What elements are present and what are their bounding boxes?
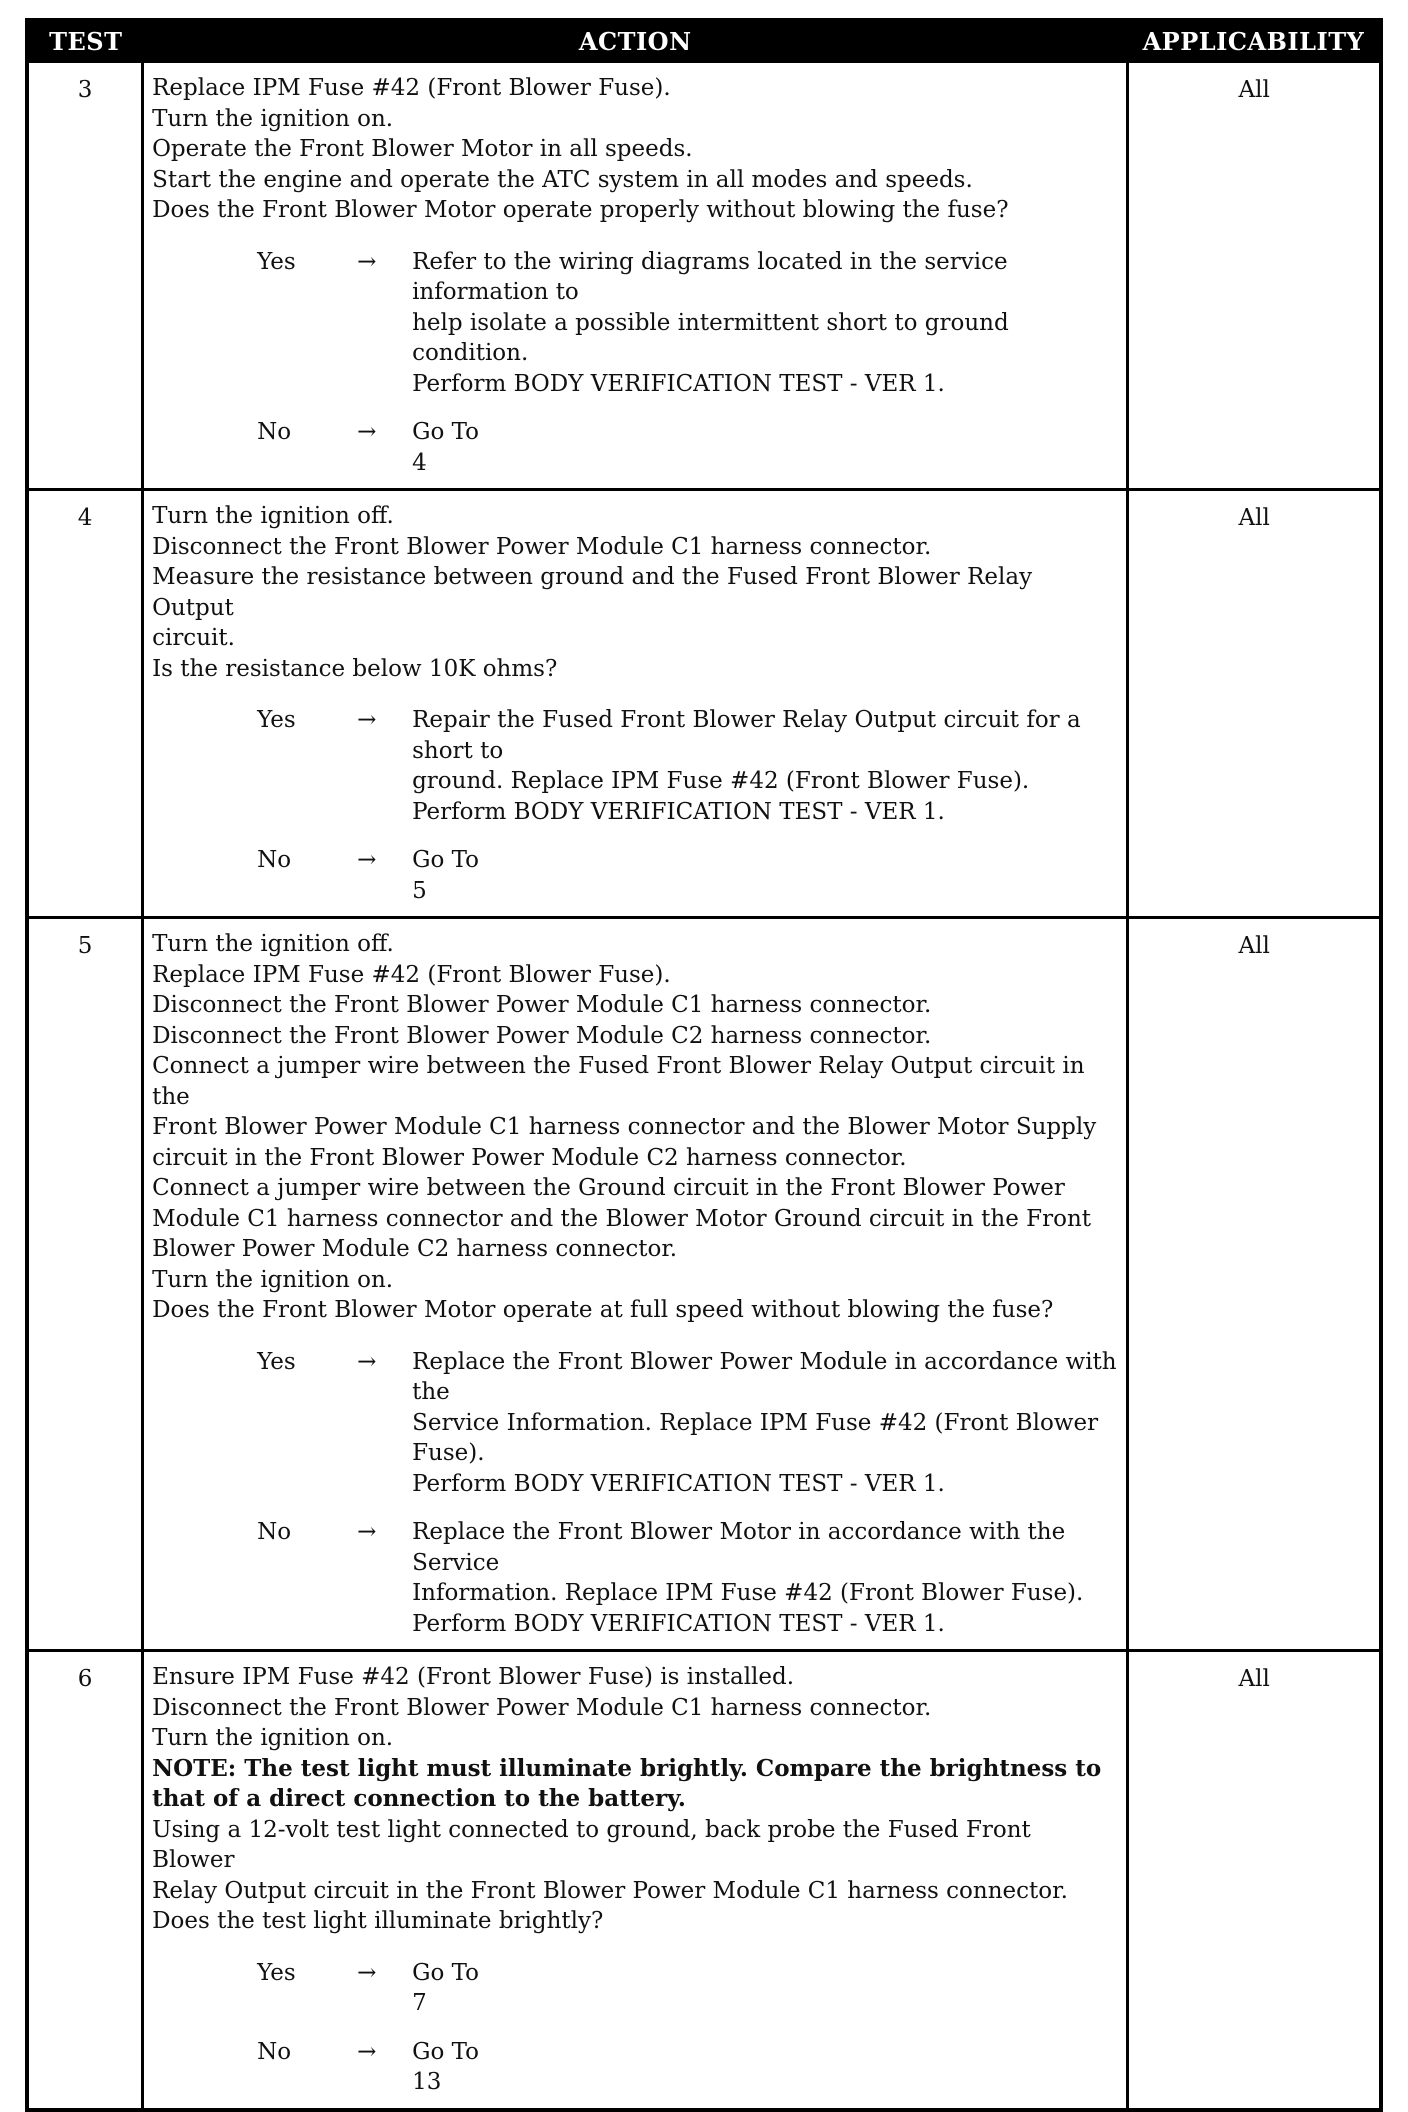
- applicability-value: All: [1128, 62, 1381, 490]
- action-line: Does the Front Blower Motor operate properly without blowing the fuse?: [152, 197, 1009, 223]
- yes-response: [152, 247, 1118, 400]
- result-line: Replace the Front Blower Motor in accordance with the Service: [412, 1519, 1066, 1576]
- result-line: ground. Replace IPM Fuse #42 (Front Blower Fuse).: [412, 768, 1030, 794]
- action-line: Is the resistance below 10K ohms?: [152, 655, 558, 682]
- arrow-icon: →: [357, 1959, 377, 1986]
- arrow-icon: →: [357, 707, 377, 733]
- action-line: Front Blower Power Module C1 harness connector and the Blower Motor Supply: [152, 1114, 1097, 1140]
- note-line: that of a direct connection to the battery.: [152, 1785, 686, 1812]
- action-line: circuit.: [152, 625, 235, 651]
- goto-step: 4: [412, 449, 427, 476]
- yes-result: [412, 247, 1118, 400]
- no-result: [412, 1517, 1118, 1639]
- result-line: Refer to the wiring diagrams located in the service information to: [412, 248, 1008, 305]
- test-number: 5: [27, 918, 143, 1651]
- header-test: TEST: [27, 20, 143, 62]
- action-cell: [143, 62, 1128, 490]
- action-line: Disconnect the Front Blower Power Module C1 harness connector.: [152, 1694, 932, 1721]
- arrow-icon: →: [357, 1348, 377, 1375]
- action-line: Ensure IPM Fuse #42 (Front Blower Fuse) is installed.: [152, 1664, 795, 1690]
- no-response: [152, 2037, 1118, 2098]
- no-response: [152, 417, 1118, 478]
- goto-step: 5: [412, 877, 427, 904]
- action-line: Turn the ignition on.: [152, 105, 394, 132]
- goto-step: 7: [412, 1990, 427, 2016]
- yes-response: [152, 1347, 1118, 1500]
- header-applicability: APPLICABILITY: [1128, 20, 1381, 62]
- action-cell: [143, 918, 1128, 1651]
- result-line: Information. Replace IPM Fuse #42 (Front Blower Fuse).: [412, 1580, 1084, 1606]
- result-line: help isolate a possible intermittent short to ground condition.: [412, 309, 1009, 366]
- note-line: NOTE: The test light must illuminate brightly. Compare the brightness to: [152, 1754, 1102, 1782]
- goto-text: Go To: [412, 419, 480, 445]
- table-row-test-6: [27, 1651, 1381, 2110]
- applicability-value: All: [1128, 1651, 1381, 2110]
- yes-response: [152, 705, 1118, 827]
- yes-result: [412, 705, 1118, 827]
- header-action: ACTION: [143, 20, 1128, 62]
- action-line: Measure the resistance between ground and the Fused Front Blower Relay Output: [152, 564, 1033, 621]
- no-result: [412, 2037, 1118, 2098]
- arrow-icon: →: [357, 419, 377, 445]
- arrow-icon: →: [357, 847, 377, 873]
- applicability-value: All: [1128, 490, 1381, 918]
- action-line: Module C1 harness connector and the Blower Motor Ground circuit in the Front: [152, 1205, 1092, 1232]
- table-row-test-3: [27, 62, 1381, 490]
- action-line: Relay Output circuit in the Front Blower Power Module C1 harness connector.: [152, 1877, 1068, 1904]
- action-line: Turn the ignition off.: [152, 931, 394, 957]
- table-row-test-5: [27, 918, 1381, 1651]
- arrow-icon: →: [357, 1519, 377, 1545]
- result-line: Replace the Front Blower Power Module in accordance with the: [412, 1348, 1117, 1405]
- action-cell: [143, 1651, 1128, 2110]
- action-line: Start the engine and operate the ATC system in all modes and speeds.: [152, 166, 973, 193]
- yes-result: [412, 1958, 1118, 2019]
- action-line: Connect a jumper wire between the Fused Front Blower Relay Output circuit in the: [152, 1053, 1085, 1110]
- action-line: Disconnect the Front Blower Power Module C1 harness connector.: [152, 533, 932, 560]
- action-line: Turn the ignition on.: [152, 1266, 394, 1293]
- action-line: Turn the ignition off.: [152, 503, 394, 529]
- goto-text: Go To: [412, 1959, 480, 1986]
- no-label: No: [257, 2038, 292, 2065]
- yes-label: Yes: [257, 1959, 296, 1986]
- test-number: 3: [27, 62, 143, 490]
- no-label: No: [257, 419, 292, 445]
- result-line: Service Information. Replace IPM Fuse #42 (Front Blower Fuse).: [412, 1409, 1099, 1466]
- goto-text: Go To: [412, 847, 480, 873]
- yes-result: [412, 1347, 1118, 1500]
- action-line: Disconnect the Front Blower Power Module C2 harness connector.: [152, 1022, 932, 1049]
- action-line: Operate the Front Blower Motor in all speeds.: [152, 136, 693, 162]
- action-cell: [143, 490, 1128, 918]
- action-line: Disconnect the Front Blower Power Module C1 harness connector.: [152, 992, 932, 1018]
- action-line: Blower Power Module C2 harness connector.: [152, 1236, 678, 1262]
- result-line: Perform BODY VERIFICATION TEST - VER 1.: [412, 798, 945, 825]
- action-line: Using a 12-volt test light connected to ground, back probe the Fused Front Blower: [152, 1816, 1031, 1873]
- result-line: Perform BODY VERIFICATION TEST - VER 1.: [412, 370, 945, 397]
- goto-text: Go To: [412, 2038, 480, 2065]
- no-result: [412, 845, 1118, 906]
- result-line: Perform BODY VERIFICATION TEST - VER 1.: [412, 1610, 945, 1637]
- no-response: [152, 1517, 1118, 1639]
- yes-label: Yes: [257, 1348, 296, 1375]
- table-row-test-4: [27, 490, 1381, 918]
- action-line: Turn the ignition on.: [152, 1725, 394, 1751]
- applicability-value: All: [1128, 918, 1381, 1651]
- no-response: [152, 845, 1118, 906]
- arrow-icon: →: [357, 248, 377, 275]
- yes-label: Yes: [257, 707, 296, 733]
- goto-step: 13: [412, 2069, 442, 2095]
- action-line: Does the Front Blower Motor operate at full speed without blowing the fuse?: [152, 1297, 1054, 1323]
- no-label: No: [257, 1519, 292, 1545]
- result-line: Perform BODY VERIFICATION TEST - VER 1.: [412, 1470, 945, 1497]
- test-number: 4: [27, 490, 143, 918]
- test-number: 6: [27, 1651, 143, 2110]
- table-header-row: [27, 20, 1381, 62]
- action-line: Replace IPM Fuse #42 (Front Blower Fuse).: [152, 75, 671, 101]
- action-line: Does the test light illuminate brightly?: [152, 1908, 604, 1934]
- arrow-icon: →: [357, 2038, 377, 2065]
- action-line: circuit in the Front Blower Power Module C2 harness connector.: [152, 1144, 907, 1171]
- action-line: Replace IPM Fuse #42 (Front Blower Fuse).: [152, 961, 671, 988]
- no-result: [412, 417, 1118, 478]
- action-line: Connect a jumper wire between the Ground circuit in the Front Blower Power: [152, 1175, 1065, 1201]
- no-label: No: [257, 847, 292, 873]
- yes-label: Yes: [257, 248, 296, 275]
- result-line: Repair the Fused Front Blower Relay Output circuit for a short to: [412, 707, 1081, 764]
- diagnostic-test-table: [25, 18, 1383, 2112]
- yes-response: [152, 1958, 1118, 2019]
